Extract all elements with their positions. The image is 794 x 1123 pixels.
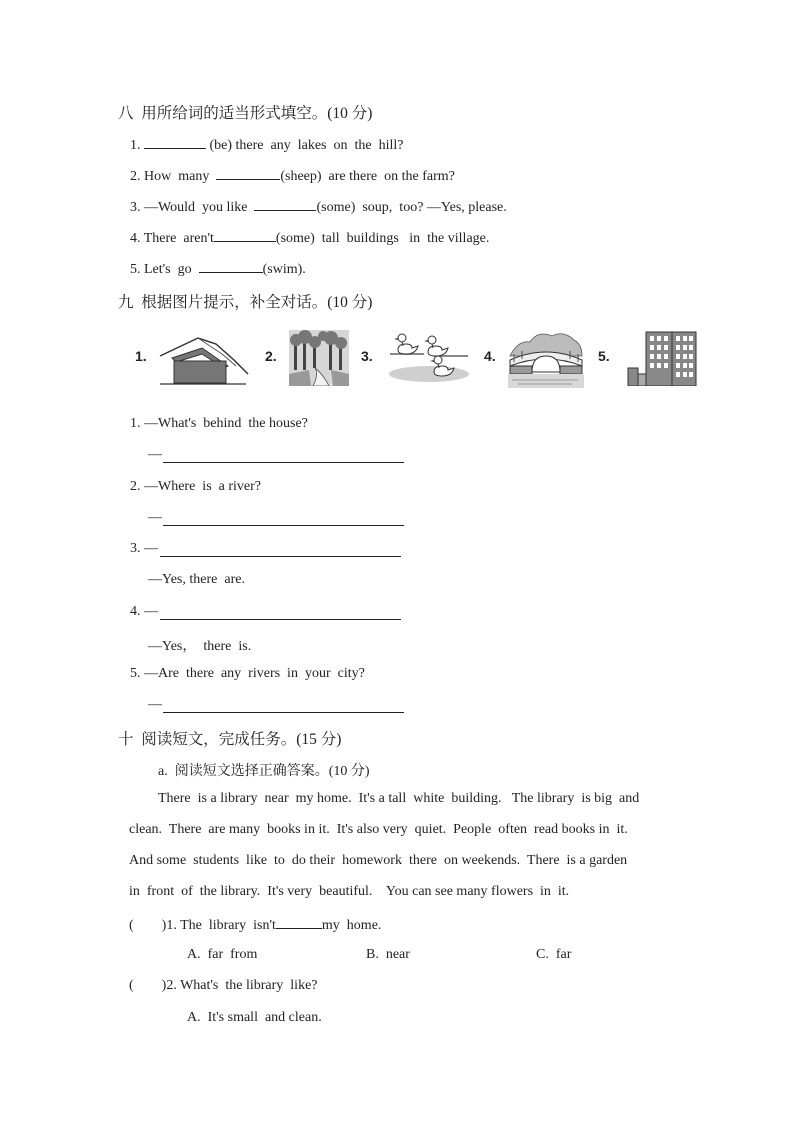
item-number: 4.: [130, 231, 141, 246]
answer-blank[interactable]: [216, 167, 280, 180]
picture-number: 4.: [484, 348, 496, 364]
s8-item-4: [130, 229, 489, 247]
answer-line[interactable]: [160, 619, 401, 620]
passage-line: There is a library near my home. It's a tall white building. The library is big and: [158, 791, 640, 806]
item-text: —Would you like: [144, 200, 255, 215]
dialogue-question: 2. —Where is a river?: [130, 479, 261, 494]
item-text: (sheep) are there on the farm?: [280, 169, 455, 184]
item-text: (be) there any lakes on the hill?: [206, 138, 404, 153]
question-text: 1. The library isn't: [166, 918, 276, 933]
forest-river-icon: [289, 330, 349, 386]
dialogue-answer: —: [148, 697, 162, 712]
item-text: There aren't: [143, 231, 214, 246]
item-text: (some) soup, too? —Yes, please.: [316, 200, 507, 215]
section9-title: 九 根据图片提示，补全对话。(10 分): [118, 294, 373, 311]
item-number: 5.: [130, 262, 141, 277]
item-text: How many: [144, 169, 217, 184]
answer-line[interactable]: [160, 556, 401, 557]
item-text: Let's go: [144, 262, 199, 277]
dialogue-answer: —Yes， there is.: [148, 639, 252, 654]
option-a[interactable]: A. It's small and clean.: [187, 1010, 322, 1025]
s8-item-5: [130, 260, 306, 278]
answer-blank[interactable]: [144, 136, 206, 149]
answer-blank[interactable]: [214, 229, 276, 242]
answer-paren[interactable]: ( ): [129, 978, 167, 993]
section8-title: 八 用所给词的适当形式填空。(10 分): [118, 105, 373, 122]
dialogue-question: 4. —: [130, 604, 158, 619]
buildings-icon: [626, 330, 698, 386]
dialogue-question: 1. —What's behind the house?: [130, 416, 308, 431]
section10-title: 十 阅读短文，完成任务。(15 分): [118, 731, 342, 748]
answer-paren[interactable]: ( ): [129, 918, 167, 933]
dialogue-question: 3. —: [130, 541, 158, 556]
ducks-lake-icon: [388, 330, 470, 386]
dialogue-answer: —: [148, 510, 162, 525]
section10-sub-a: a. 阅读短文选择正确答案。(10 分): [158, 764, 370, 779]
picture-number: 3.: [361, 348, 373, 364]
question-1: [129, 916, 381, 934]
passage-line: in front of the library. It's very beautiful. You can see many flowers in it.: [129, 884, 570, 899]
option-a[interactable]: A. far from: [187, 947, 258, 962]
item-number: 1.: [130, 138, 141, 153]
passage-line: clean. There are many books in it. It's also very quiet. People often read books in it.: [129, 822, 628, 837]
picture-number: 2.: [265, 348, 277, 364]
answer-blank[interactable]: [276, 916, 322, 929]
dialogue-answer: —Yes, there are.: [148, 572, 245, 587]
answer-blank[interactable]: [254, 198, 316, 211]
s8-item-2: [130, 167, 455, 185]
bridge-icon: [508, 326, 584, 388]
question-2: [129, 978, 318, 994]
dialogue-answer: —: [148, 447, 162, 462]
answer-blank[interactable]: [199, 260, 263, 273]
option-c[interactable]: C. far: [536, 947, 572, 962]
passage-line: And some students like to do their homework there on weekends. There is a garden: [129, 853, 628, 868]
picture-number: 1.: [135, 348, 147, 364]
dialogue-question: 5. —Are there any rivers in your city?: [130, 666, 365, 681]
item-number: 3.: [130, 200, 141, 215]
picture-number: 5.: [598, 348, 610, 364]
answer-line[interactable]: [163, 712, 404, 713]
s8-item-3: [130, 198, 507, 216]
answer-line[interactable]: [163, 525, 404, 526]
question-text: 2. What's the library like?: [166, 978, 318, 993]
item-text: (swim).: [262, 262, 306, 277]
answer-line[interactable]: [163, 462, 404, 463]
item-text: (some) tall buildings in the village.: [275, 231, 490, 246]
question-text: my home.: [321, 918, 382, 933]
item-number: 2.: [130, 169, 141, 184]
s8-item-1: [130, 136, 403, 154]
house-hill-icon: [158, 334, 250, 388]
option-b[interactable]: B. near: [366, 947, 410, 962]
